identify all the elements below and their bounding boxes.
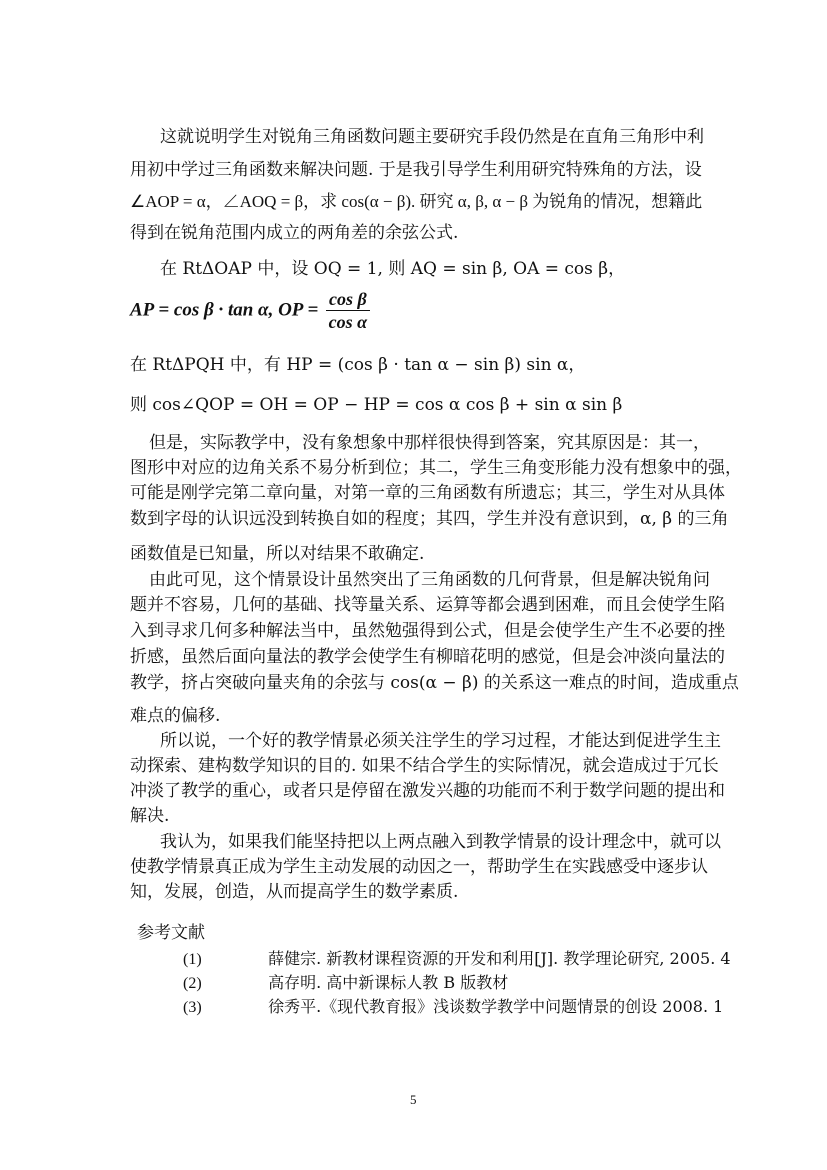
fraction-denominator: cos α bbox=[328, 312, 368, 332]
reference-text: 高存明. 高中新课标人教 B 版教材 bbox=[268, 973, 509, 992]
paragraph-6-line-4: 折感，虽然后面向量法的教学会使学生有柳暗花明的感觉，但是会冲淡向量法的 bbox=[130, 647, 725, 667]
paragraph-5-line-3: 可能是刚学完第二章向量，对第一章的三角函数有所遗忘；其三，学生对从具体 bbox=[130, 483, 725, 503]
paragraph-5-line-4: 数到字母的认识远没到转换自如的程度；其四，学生并没有意识到，α, β 的三角 bbox=[130, 509, 729, 529]
fraction bbox=[326, 288, 370, 333]
fraction-numerator: cos β bbox=[326, 288, 370, 311]
paragraph-1-line-3: ∠AOP = α，∠AOQ = β，求 cos(α − β). 研究 α, β, α − β 为锐角的情况，想籍此 bbox=[130, 192, 703, 211]
reference-item-1 bbox=[183, 946, 731, 969]
page-number: 5 bbox=[410, 1092, 417, 1107]
paragraph-5-line-1: 但是，实际教学中，没有象想象中那样很快得到答案，究其原因是：其一， bbox=[149, 433, 710, 453]
paragraph-2: 在 RtΔOAP 中，设 OQ = 1, 则 AQ = sin β, OA = cos β， bbox=[160, 259, 626, 279]
paragraph-8-line-2: 使教学情景真正成为学生主动发展的动因之一，帮助学生在实践感受中逐步认 bbox=[130, 857, 708, 877]
paragraph-8-line-3: 知，发展，创造，从而提高学生的数学素质. bbox=[130, 882, 459, 902]
paragraph-1-line-4: 得到在锐角范围内成立的两角差的余弦公式. bbox=[130, 223, 459, 243]
paragraph-1-line-1: 这就说明学生对锐角三角函数问题主要研究手段仍然是在直角三角形中利 bbox=[160, 127, 704, 147]
paragraph-8-line-1: 我认为，如果我们能坚持把以上两点融入到教学情景的设计理念中，就可以 bbox=[160, 832, 721, 852]
reference-item-2 bbox=[183, 970, 508, 993]
equation-left: AP = cos β · tan α, OP = bbox=[130, 299, 319, 321]
paragraph-6-line-1: 由此可见，这个情景设计虽然突出了三角函数的几何背景，但是解决锐角问 bbox=[149, 570, 710, 590]
paragraph-7-line-1: 所以说，一个好的教学情景必须关注学生的学习过程，才能达到促进学生主 bbox=[160, 731, 721, 751]
paragraph-6-line-5: 教学，挤占突破向量夹角的余弦与 cos(α − β) 的关系这一难点的时间，造成重点 bbox=[130, 673, 739, 693]
paragraph-1-line-2: 用初中学过三角函数来解决问题. 于是我引导学生利用研究特殊角的方法，设 bbox=[130, 160, 702, 180]
reference-number: (1) bbox=[183, 951, 202, 968]
paragraph-5-line-2: 图形中对应的边角关系不易分析到位；其二，学生三角变形能力没有想象中的强， bbox=[130, 458, 742, 478]
paragraph-6-line-6: 难点的偏移. bbox=[130, 706, 221, 726]
reference-number: (2) bbox=[183, 975, 202, 992]
reference-text: 薛健宗. 新教材课程资源的开发和利用[J]. 教学理论研究, 2005. 4 bbox=[268, 949, 731, 968]
paragraph-6-line-2: 题并不容易，几何的基础、找等量关系、运算等都会遇到困难，而且会使学生陷 bbox=[130, 595, 725, 615]
reference-item-3 bbox=[183, 994, 723, 1017]
reference-text: 徐秀平.《现代教育报》浅谈数学教学中问题情景的创设 2008. 1 bbox=[268, 997, 724, 1016]
equation-ap-op bbox=[130, 288, 700, 338]
paragraph-5-line-5: 函数值是已知量，所以对结果不敢确定. bbox=[130, 544, 425, 564]
paragraph-7-line-3: 冲淡了教学的重心，或者只是停留在激发兴趣的功能而不利于数学问题的提出和 bbox=[130, 781, 725, 801]
paragraph-4: 则 cos∠QOP = OH = OP − HP = cos α cos β + sin α sin β bbox=[130, 395, 623, 415]
references-heading: 参考文献 bbox=[137, 923, 205, 943]
paragraph-7-line-4: 解决. bbox=[130, 806, 170, 826]
reference-number: (3) bbox=[183, 999, 202, 1016]
paragraph-3: 在 RtΔPQH 中，有 HP = (cos β · tan α − sin β) sin α， bbox=[130, 355, 586, 375]
paragraph-6-line-3: 入到寻求几何多种解法当中，虽然勉强得到公式，但是会使学生产生不必要的挫 bbox=[130, 621, 725, 641]
paragraph-7-line-2: 动探索、建构数学知识的目的. 如果不结合学生的实际情况，就会造成过于冗长 bbox=[130, 756, 719, 776]
